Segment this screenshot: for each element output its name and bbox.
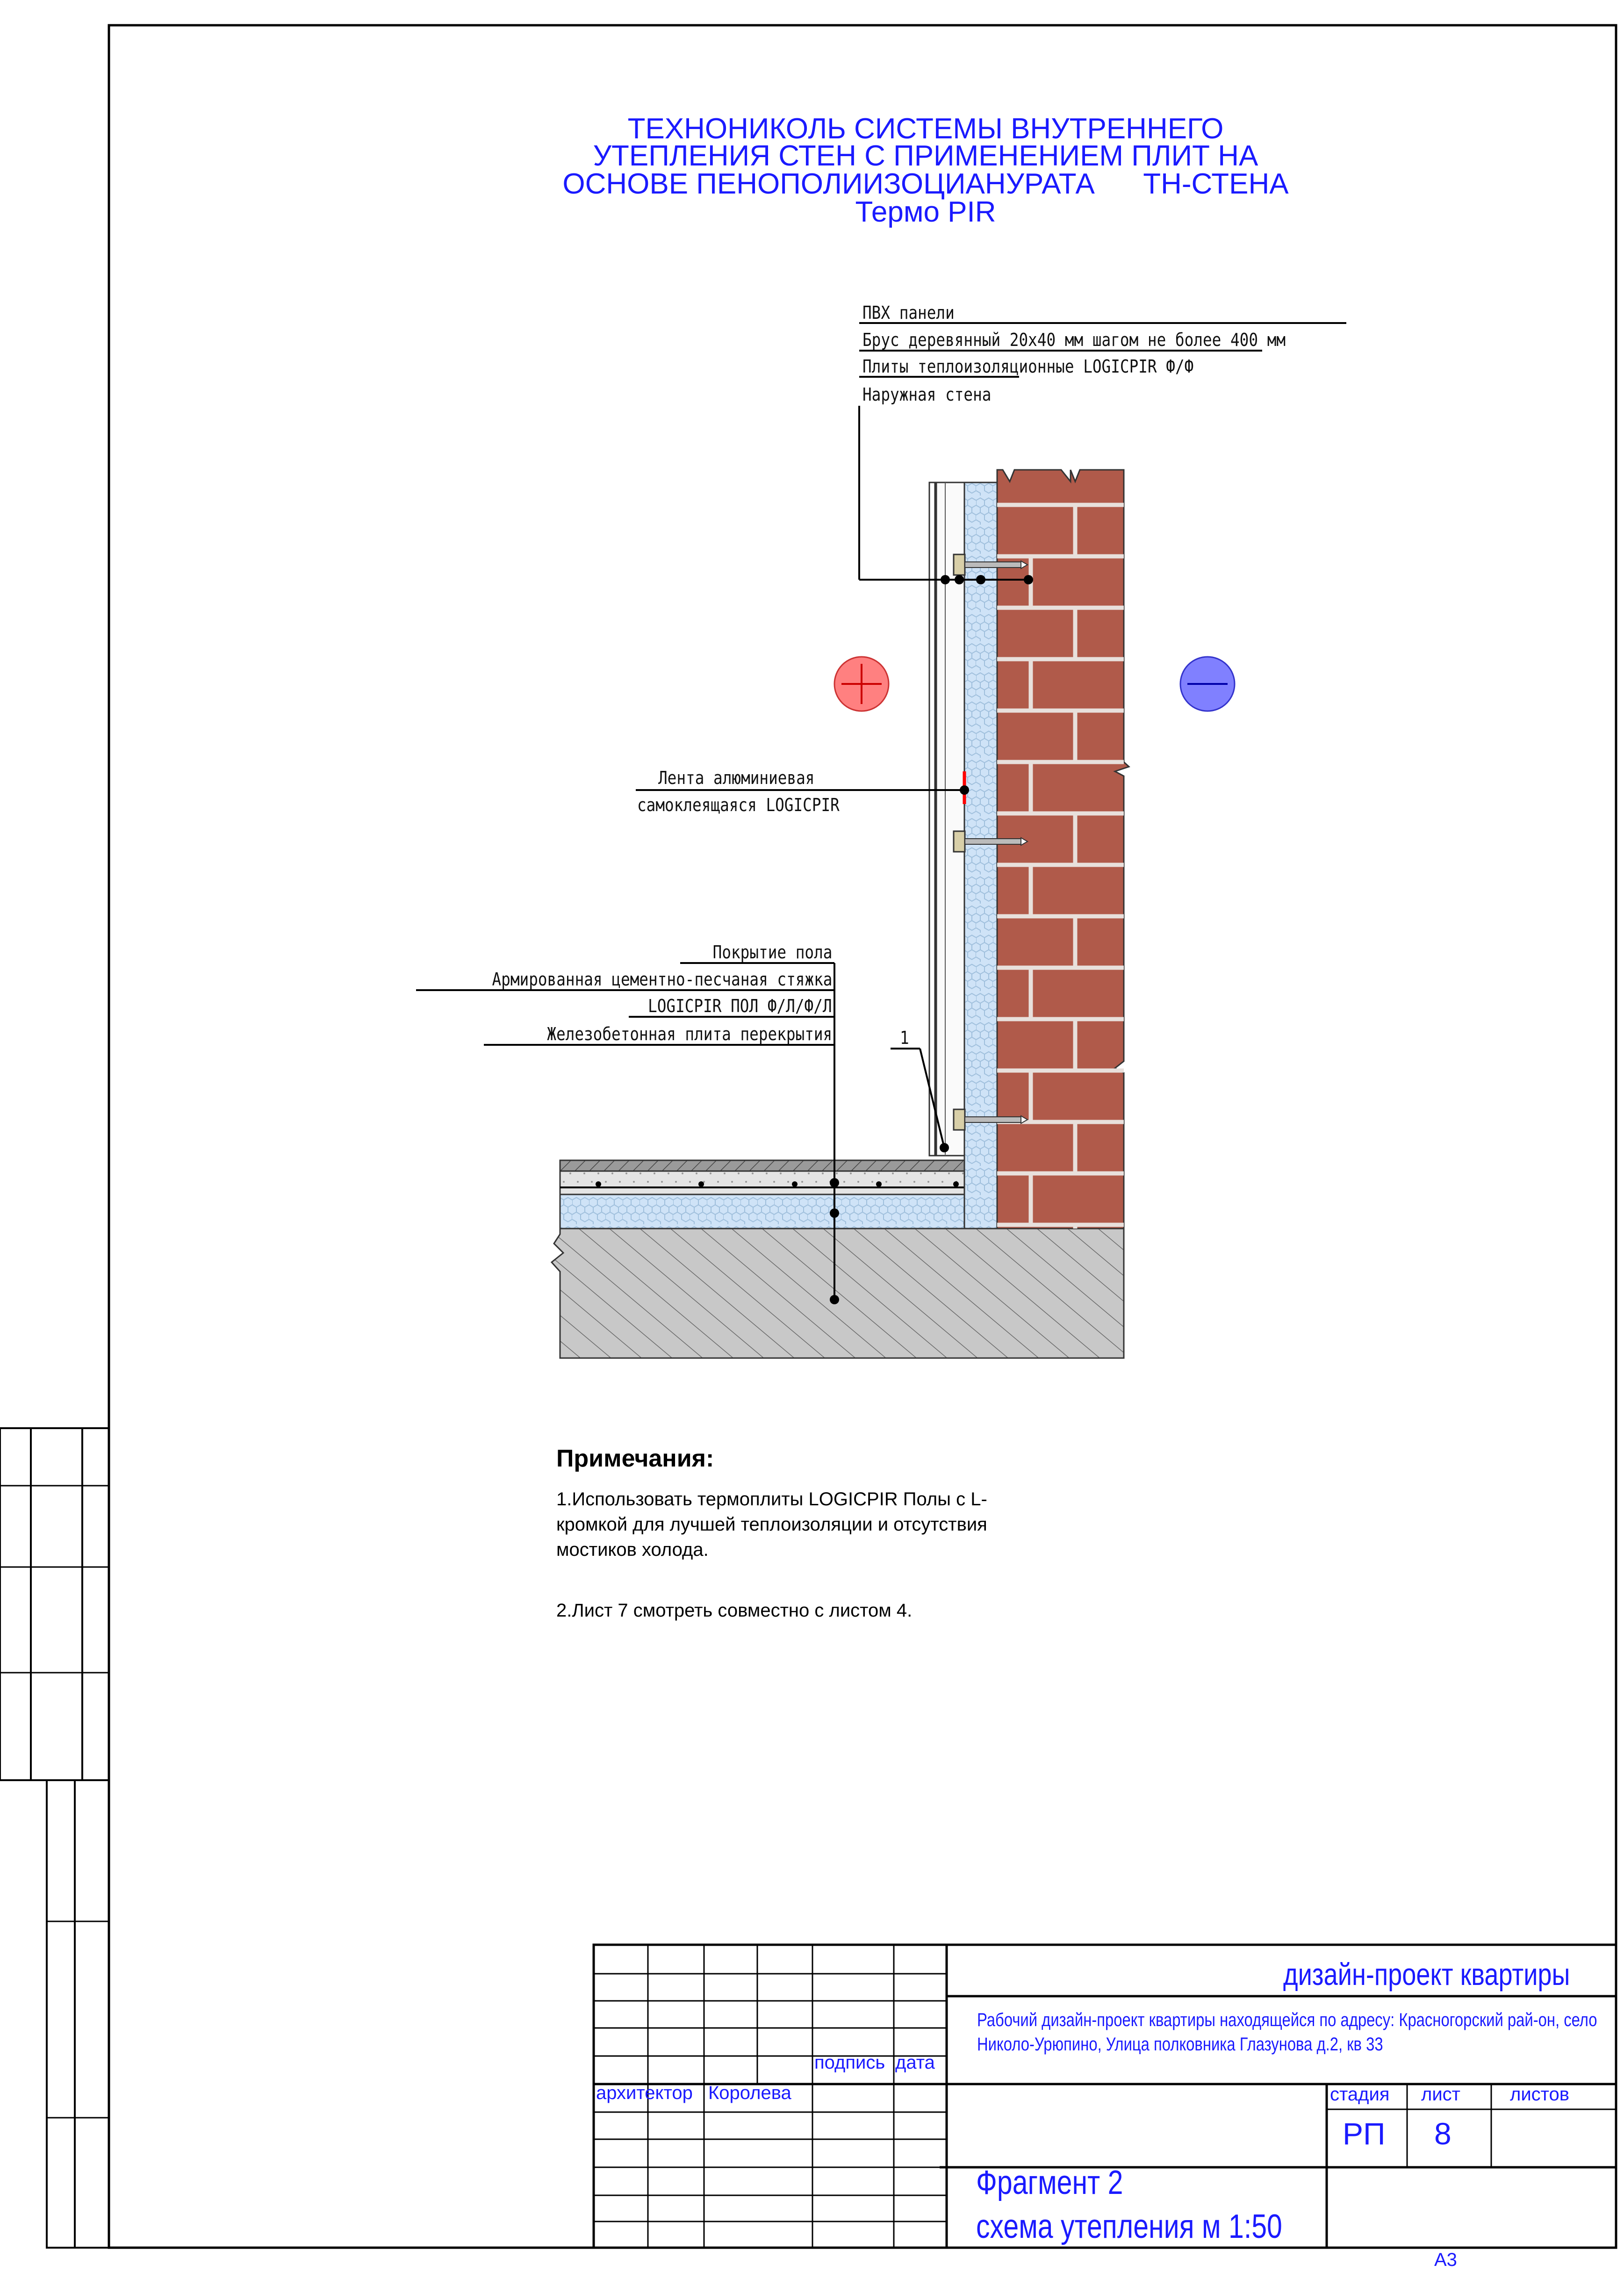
label-floor-covering: Покрытие пола xyxy=(712,942,832,963)
tb-project-name: дизайн-проект квартиры xyxy=(1283,1957,1570,1991)
tb-role: архитектор xyxy=(596,2083,693,2103)
title-line-3: ОСНОВЕ ПЕНОПОЛИИЗОЦИАНУРАТА ТН-СТЕНА xyxy=(562,168,1289,200)
tb-sheets-label: листов xyxy=(1510,2084,1570,2105)
tb-sheet-value: 8 xyxy=(1434,2116,1452,2151)
tb-drawing-title-2: схема утепления м 1:50 xyxy=(976,2208,1282,2245)
leader-lines xyxy=(416,323,1346,1300)
warm-zone-symbol xyxy=(834,657,889,711)
label-pvc-panels: ПВХ панели xyxy=(862,302,955,323)
sheet-frame xyxy=(0,25,1616,2248)
tb-stage-value: РП xyxy=(1343,2116,1386,2151)
tb-col-date: дата xyxy=(895,2052,935,2073)
tb-stage-label: стадия xyxy=(1330,2084,1390,2105)
wall-section xyxy=(552,470,1129,1358)
tb-person: Королева xyxy=(708,2083,791,2103)
title-line-1: ТЕХНОНИКОЛЬ СИСТЕМЫ ВНУТРЕННЕГО xyxy=(627,113,1224,145)
tb-description: Рабочий дизайн-проект квартиры находящейся по адресу: Красногорский рай-он, село Николо-Урюпино, Улица полковника Глазунова д.2, кв 33 xyxy=(977,2010,1597,2055)
title-line-2: УТЕПЛЕНИЯ СТЕН С ПРИМЕНЕНИЕМ ПЛИТ НА xyxy=(593,140,1258,172)
notes-heading: Примечания: xyxy=(556,1445,714,1472)
title-line-4: Термо PIR xyxy=(855,196,996,228)
tb-sheet-label: лист xyxy=(1421,2084,1461,2105)
label-wood-battens: Брус деревянный 20х40 мм шагом не более 400 мм xyxy=(862,330,1286,350)
label-pir-floor: LOGICPIR ПОЛ Ф/Л/Ф/Л xyxy=(648,996,832,1016)
label-concrete-slab: Железобетонная плита перекрытия xyxy=(547,1024,832,1044)
cold-zone-symbol xyxy=(1180,657,1235,711)
label-exterior-wall: Наружная стена xyxy=(862,384,992,405)
label-tape-line-1: Лента алюминиевая xyxy=(658,768,815,788)
label-screed: Армированная цементно-песчаная стяжка xyxy=(492,969,832,990)
note-1: 1.Использовать термоплиты LOGICPIR Полы с L-кромкой для лучшей теплоизоляции и отсутствия мостиков холода. xyxy=(556,1489,987,1560)
label-pir-boards: Плиты теплоизоляционные LOGICPIR Ф/Ф xyxy=(862,356,1194,377)
label-tape-line-2: самоклеящаяся LOGICPIR xyxy=(637,795,840,815)
tb-col-signature: подпись xyxy=(814,2052,885,2073)
tb-drawing-title-1: Фрагмент 2 xyxy=(976,2164,1123,2201)
tb-format: А3 xyxy=(1434,2250,1457,2270)
note-2: 2.Лист 7 смотреть совместно с листом 4. xyxy=(556,1600,913,1621)
marker-number: 1 xyxy=(900,1028,909,1048)
brick-wall xyxy=(997,470,1129,1229)
